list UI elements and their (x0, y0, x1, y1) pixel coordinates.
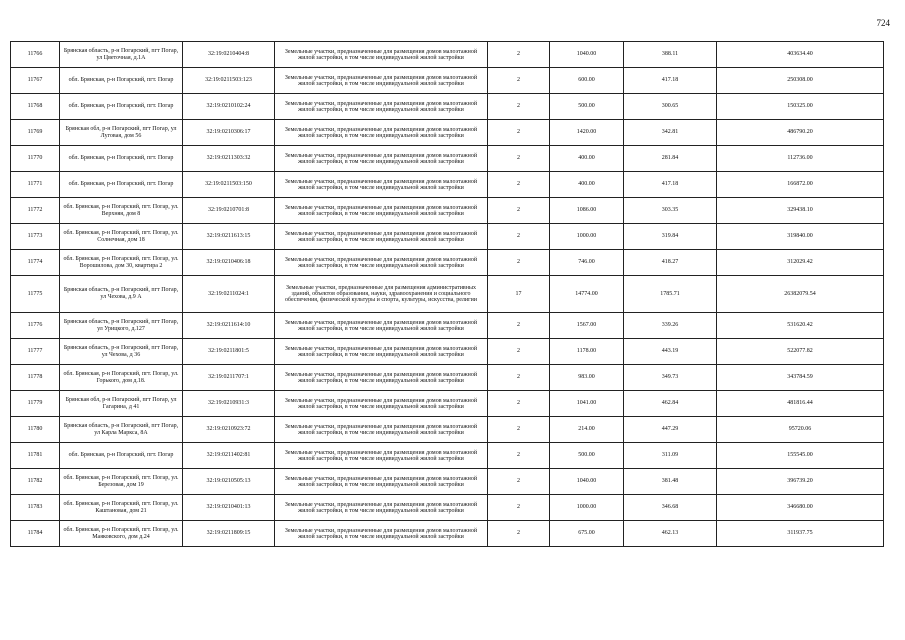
registry-body (11, 42, 884, 547)
group-cell: 2 (488, 521, 550, 547)
row-id-cell: 11782 (11, 469, 60, 495)
cadastral-value-cell: 481816.44 (717, 391, 884, 417)
land-use-cell: Земельные участки, предназначенные для размещения домов малоэтажной жилой застройки, в том числе индивидуальной жилой застройки (275, 42, 488, 68)
group-cell: 2 (488, 120, 550, 146)
table-row (11, 94, 884, 120)
land-use-cell: Земельные участки, предназначенные для размещения домов малоэтажной жилой застройки, в том числе индивидуальной жилой застройки (275, 339, 488, 365)
cadastral-value-cell: 396739.20 (717, 469, 884, 495)
table-row (11, 276, 884, 313)
address-cell: обл. Брянская, р-н Погарский, пгт. Погар (60, 68, 183, 94)
group-cell: 2 (488, 391, 550, 417)
table-row (11, 443, 884, 469)
land-use-cell: Земельные участки, предназначенные для размещения домов малоэтажной жилой застройки, в том числе индивидуальной жилой застройки (275, 417, 488, 443)
row-id-cell: 11777 (11, 339, 60, 365)
land-use-cell: Земельные участки, предназначенные для размещения административных зданий, объектов образования, науки, здравоохранения и социального обеспечения, физической культуры и спорта, культуры, искусства, религии (275, 276, 488, 313)
address-cell: обл. Брянская, р-н Погарский, пгт. Погар, ул. Ворошилова, дом 30, квартира 2 (60, 250, 183, 276)
specific-value-cell: 1785.71 (624, 276, 717, 313)
row-id-cell: 11768 (11, 94, 60, 120)
land-use-cell: Земельные участки, предназначенные для размещения домов малоэтажной жилой застройки, в том числе индивидуальной жилой застройки (275, 443, 488, 469)
cadastral-value-cell: 346680.00 (717, 495, 884, 521)
cadastral-value-cell: 150325.00 (717, 94, 884, 120)
address-cell: Брянская обл, р-н Погарский, пгт Погар, ул Гагарина, д 41 (60, 391, 183, 417)
address-cell: Брянская область, р-н Погарский, пгт Погар, ул Цветочная, д.1А (60, 42, 183, 68)
cadastral-number-cell: 32:19:0211303:32 (183, 146, 275, 172)
cadastral-number-cell: 32:19:0211024:1 (183, 276, 275, 313)
group-cell: 2 (488, 224, 550, 250)
area-cell: 1178.00 (550, 339, 624, 365)
address-cell: обл. Брянская, р-н Погарский, пгт. Погар, ул. Каштановая, дом 21 (60, 495, 183, 521)
table-row (11, 495, 884, 521)
area-cell: 1420.00 (550, 120, 624, 146)
land-use-cell: Земельные участки, предназначенные для размещения домов малоэтажной жилой застройки, в том числе индивидуальной жилой застройки (275, 120, 488, 146)
group-cell: 2 (488, 198, 550, 224)
specific-value-cell: 462.13 (624, 521, 717, 547)
land-use-cell: Земельные участки, предназначенные для размещения домов малоэтажной жилой застройки, в том числе индивидуальной жилой застройки (275, 172, 488, 198)
land-use-cell: Земельные участки, предназначенные для размещения домов малоэтажной жилой застройки, в том числе индивидуальной жилой застройки (275, 469, 488, 495)
specific-value-cell: 417.18 (624, 68, 717, 94)
specific-value-cell: 462.84 (624, 391, 717, 417)
row-id-cell: 11779 (11, 391, 60, 417)
address-cell: Брянская область, р-н Погарский, пгт Погар, ул Чехова, д 36 (60, 339, 183, 365)
cadastral-value-cell: 343784.59 (717, 365, 884, 391)
cadastral-value-cell: 26382079.54 (717, 276, 884, 313)
area-cell: 1040.00 (550, 42, 624, 68)
table-row (11, 391, 884, 417)
address-cell: Брянская область, р-н Погарский, пгт Погар, ул Чехова, д.9 А (60, 276, 183, 313)
cadastral-number-cell: 32:19:0210404:8 (183, 42, 275, 68)
group-cell: 2 (488, 250, 550, 276)
cadastral-number-cell: 32:19:0211613:15 (183, 224, 275, 250)
area-cell: 400.00 (550, 146, 624, 172)
table-row (11, 365, 884, 391)
area-cell: 214.00 (550, 417, 624, 443)
cadastral-number-cell: 32:19:0210406:18 (183, 250, 275, 276)
group-cell: 2 (488, 94, 550, 120)
specific-value-cell: 300.65 (624, 94, 717, 120)
land-use-cell: Земельные участки, предназначенные для размещения домов малоэтажной жилой застройки, в том числе индивидуальной жилой застройки (275, 198, 488, 224)
specific-value-cell: 447.29 (624, 417, 717, 443)
specific-value-cell: 303.35 (624, 198, 717, 224)
area-cell: 500.00 (550, 94, 624, 120)
area-cell: 500.00 (550, 443, 624, 469)
row-id-cell: 11774 (11, 250, 60, 276)
address-cell: обл. Брянская, р-н Погарский, пгт. Погар, ул. Маяковского, дом д.24 (60, 521, 183, 547)
row-id-cell: 11771 (11, 172, 60, 198)
area-cell: 1000.00 (550, 495, 624, 521)
cadastral-value-cell: 486790.20 (717, 120, 884, 146)
specific-value-cell: 342.81 (624, 120, 717, 146)
group-cell: 2 (488, 172, 550, 198)
table-row (11, 417, 884, 443)
table-row (11, 224, 884, 250)
specific-value-cell: 339.26 (624, 313, 717, 339)
row-id-cell: 11776 (11, 313, 60, 339)
specific-value-cell: 349.73 (624, 365, 717, 391)
area-cell: 400.00 (550, 172, 624, 198)
address-cell: обл. Брянская, р-н Погарский, пгт. Погар, ул. Горького, дом д.18. (60, 365, 183, 391)
specific-value-cell: 311.09 (624, 443, 717, 469)
cadastral-value-cell: 112736.00 (717, 146, 884, 172)
cadastral-number-cell: 32:19:0210931:3 (183, 391, 275, 417)
land-use-cell: Земельные участки, предназначенные для размещения домов малоэтажной жилой застройки, в том числе индивидуальной жилой застройки (275, 495, 488, 521)
area-cell: 1086.00 (550, 198, 624, 224)
specific-value-cell: 346.68 (624, 495, 717, 521)
land-use-cell: Земельные участки, предназначенные для размещения домов малоэтажной жилой застройки, в том числе индивидуальной жилой застройки (275, 391, 488, 417)
area-cell: 675.00 (550, 521, 624, 547)
specific-value-cell: 381.48 (624, 469, 717, 495)
cadastral-number-cell: 32:19:0211614:10 (183, 313, 275, 339)
table-row (11, 521, 884, 547)
cadastral-number-cell: 32:19:0210923:72 (183, 417, 275, 443)
cadastral-value-cell: 155545.00 (717, 443, 884, 469)
table-row (11, 68, 884, 94)
cadastral-number-cell: 32:19:0210401:13 (183, 495, 275, 521)
specific-value-cell: 417.18 (624, 172, 717, 198)
specific-value-cell: 418.27 (624, 250, 717, 276)
table-row (11, 313, 884, 339)
cadastral-value-cell: 95720.06 (717, 417, 884, 443)
cadastral-value-cell: 403634.40 (717, 42, 884, 68)
group-cell: 2 (488, 417, 550, 443)
cadastral-number-cell: 32:19:0211402:81 (183, 443, 275, 469)
address-cell: Брянская область, р-н Погарский, пгт Погар, ул Карла Маркса, 8А (60, 417, 183, 443)
group-cell: 17 (488, 276, 550, 313)
cadastral-number-cell: 32:19:0211503:123 (183, 68, 275, 94)
page-number: 724 (876, 18, 890, 28)
cadastral-number-cell: 32:19:0211801:5 (183, 339, 275, 365)
address-cell: обл. Брянская, р-н Погарский, пгт. Погар (60, 443, 183, 469)
cadastral-value-cell: 311937.75 (717, 521, 884, 547)
area-cell: 1040.00 (550, 469, 624, 495)
land-use-cell: Земельные участки, предназначенные для размещения домов малоэтажной жилой застройки, в том числе индивидуальной жилой застройки (275, 313, 488, 339)
cadastral-number-cell: 32:19:0211809:15 (183, 521, 275, 547)
cadastral-number-cell: 32:19:0210701:8 (183, 198, 275, 224)
specific-value-cell: 388.11 (624, 42, 717, 68)
cadastral-value-cell: 250308.00 (717, 68, 884, 94)
area-cell: 1041.00 (550, 391, 624, 417)
group-cell: 2 (488, 469, 550, 495)
specific-value-cell: 319.84 (624, 224, 717, 250)
area-cell: 983.00 (550, 365, 624, 391)
row-id-cell: 11783 (11, 495, 60, 521)
address-cell: Брянская область, р-н Погарский, пгт Погар, ул Урицкого, д.127 (60, 313, 183, 339)
cadastral-value-cell: 319840.00 (717, 224, 884, 250)
row-id-cell: 11767 (11, 68, 60, 94)
row-id-cell: 11772 (11, 198, 60, 224)
land-use-cell: Земельные участки, предназначенные для размещения домов малоэтажной жилой застройки, в том числе индивидуальной жилой застройки (275, 68, 488, 94)
table-row (11, 469, 884, 495)
cadastral-registry-table (10, 41, 884, 547)
group-cell: 2 (488, 313, 550, 339)
cadastral-value-cell: 312029.42 (717, 250, 884, 276)
area-cell: 746.00 (550, 250, 624, 276)
row-id-cell: 11775 (11, 276, 60, 313)
address-cell: обл. Брянская, р-н Погарский, пгт. Погар (60, 172, 183, 198)
cadastral-number-cell: 32:19:0211707:1 (183, 365, 275, 391)
address-cell: обл. Брянская, р-н Погарский, пгт. Погар, ул. Березовая, дом 19 (60, 469, 183, 495)
cadastral-number-cell: 32:19:0210505:13 (183, 469, 275, 495)
address-cell: обл. Брянская, р-н Погарский, пгт. Погар, ул. Солнечная, дом 18 (60, 224, 183, 250)
address-cell: обл. Брянская, р-н Погарский, пгт. Погар, ул. Верхняя, дом 8 (60, 198, 183, 224)
cadastral-value-cell: 166872.00 (717, 172, 884, 198)
land-use-cell: Земельные участки, предназначенные для размещения домов малоэтажной жилой застройки, в том числе индивидуальной жилой застройки (275, 365, 488, 391)
group-cell: 2 (488, 495, 550, 521)
row-id-cell: 11770 (11, 146, 60, 172)
table-row (11, 339, 884, 365)
cadastral-number-cell: 32:19:0211503:150 (183, 172, 275, 198)
specific-value-cell: 443.19 (624, 339, 717, 365)
table-row (11, 120, 884, 146)
table-row (11, 146, 884, 172)
group-cell: 2 (488, 42, 550, 68)
land-use-cell: Земельные участки, предназначенные для размещения домов малоэтажной жилой застройки, в том числе индивидуальной жилой застройки (275, 94, 488, 120)
table-row (11, 250, 884, 276)
row-id-cell: 11769 (11, 120, 60, 146)
row-id-cell: 11780 (11, 417, 60, 443)
group-cell: 2 (488, 68, 550, 94)
row-id-cell: 11781 (11, 443, 60, 469)
group-cell: 2 (488, 339, 550, 365)
area-cell: 14774.00 (550, 276, 624, 313)
cadastral-number-cell: 32:19:0210102:24 (183, 94, 275, 120)
area-cell: 1000.00 (550, 224, 624, 250)
row-id-cell: 11766 (11, 42, 60, 68)
table-row (11, 198, 884, 224)
cadastral-value-cell: 329438.10 (717, 198, 884, 224)
area-cell: 600.00 (550, 68, 624, 94)
land-use-cell: Земельные участки, предназначенные для размещения домов малоэтажной жилой застройки, в том числе индивидуальной жилой застройки (275, 146, 488, 172)
address-cell: обл. Брянская, р-н Погарский, пгт. Погар (60, 94, 183, 120)
area-cell: 1567.00 (550, 313, 624, 339)
row-id-cell: 11773 (11, 224, 60, 250)
group-cell: 2 (488, 365, 550, 391)
table-row (11, 42, 884, 68)
cadastral-value-cell: 522077.82 (717, 339, 884, 365)
land-use-cell: Земельные участки, предназначенные для размещения домов малоэтажной жилой застройки, в том числе индивидуальной жилой застройки (275, 521, 488, 547)
specific-value-cell: 281.84 (624, 146, 717, 172)
address-cell: Брянская обл, р-н Погарский, пгт Погар, ул Луговая, дом 56 (60, 120, 183, 146)
table-row (11, 172, 884, 198)
row-id-cell: 11778 (11, 365, 60, 391)
land-use-cell: Земельные участки, предназначенные для размещения домов малоэтажной жилой застройки, в том числе индивидуальной жилой застройки (275, 224, 488, 250)
cadastral-value-cell: 531620.42 (717, 313, 884, 339)
land-use-cell: Земельные участки, предназначенные для размещения домов малоэтажной жилой застройки, в том числе индивидуальной жилой застройки (275, 250, 488, 276)
group-cell: 2 (488, 146, 550, 172)
cadastral-number-cell: 32:19:0210306:17 (183, 120, 275, 146)
address-cell: обл. Брянская, р-н Погарский, пгт. Погар (60, 146, 183, 172)
row-id-cell: 11784 (11, 521, 60, 547)
group-cell: 2 (488, 443, 550, 469)
